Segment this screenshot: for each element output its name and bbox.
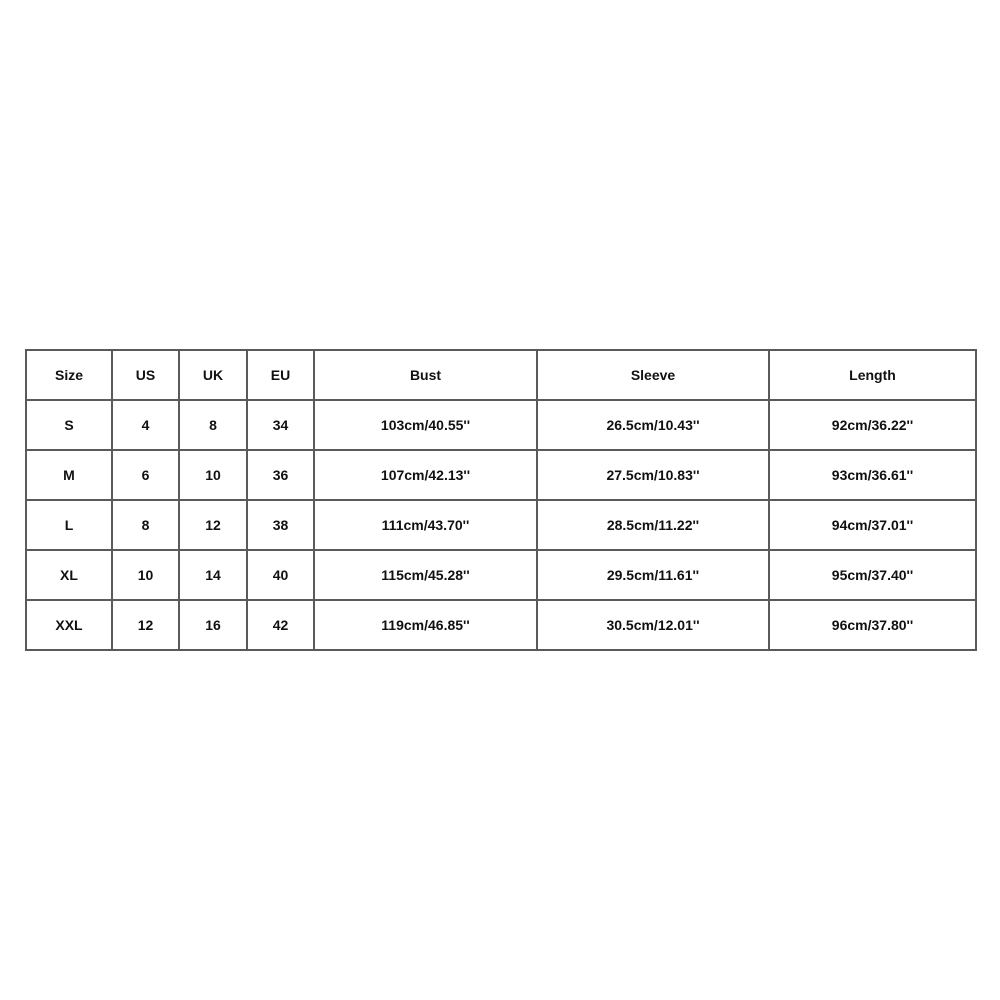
header-bust: Bust <box>314 350 537 400</box>
cell-length: 95cm/37.40'' <box>769 550 976 600</box>
header-sleeve: Sleeve <box>537 350 769 400</box>
table-row <box>26 400 976 450</box>
cell-eu: 34 <box>247 400 314 450</box>
header-row <box>26 350 976 400</box>
cell-sleeve: 27.5cm/10.83'' <box>537 450 769 500</box>
cell-uk: 8 <box>179 400 247 450</box>
cell-bust: 119cm/46.85'' <box>314 600 537 650</box>
cell-sleeve: 26.5cm/10.43'' <box>537 400 769 450</box>
size-chart-table <box>25 349 977 651</box>
cell-sleeve: 30.5cm/12.01'' <box>537 600 769 650</box>
header-size: Size <box>26 350 112 400</box>
cell-sleeve: 29.5cm/11.61'' <box>537 550 769 600</box>
table-row <box>26 600 976 650</box>
cell-uk: 12 <box>179 500 247 550</box>
cell-us: 8 <box>112 500 179 550</box>
cell-size: S <box>26 400 112 450</box>
header-length: Length <box>769 350 976 400</box>
cell-uk: 16 <box>179 600 247 650</box>
cell-bust: 111cm/43.70'' <box>314 500 537 550</box>
cell-length: 92cm/36.22'' <box>769 400 976 450</box>
header-uk: UK <box>179 350 247 400</box>
cell-eu: 36 <box>247 450 314 500</box>
cell-length: 94cm/37.01'' <box>769 500 976 550</box>
cell-size: L <box>26 500 112 550</box>
cell-us: 12 <box>112 600 179 650</box>
cell-size: XL <box>26 550 112 600</box>
cell-eu: 38 <box>247 500 314 550</box>
cell-eu: 40 <box>247 550 314 600</box>
cell-bust: 107cm/42.13'' <box>314 450 537 500</box>
header-eu: EU <box>247 350 314 400</box>
cell-size: M <box>26 450 112 500</box>
cell-length: 93cm/36.61'' <box>769 450 976 500</box>
cell-length: 96cm/37.80'' <box>769 600 976 650</box>
cell-us: 4 <box>112 400 179 450</box>
cell-uk: 14 <box>179 550 247 600</box>
cell-bust: 115cm/45.28'' <box>314 550 537 600</box>
cell-eu: 42 <box>247 600 314 650</box>
cell-size: XXL <box>26 600 112 650</box>
cell-us: 6 <box>112 450 179 500</box>
table-row <box>26 450 976 500</box>
cell-uk: 10 <box>179 450 247 500</box>
cell-sleeve: 28.5cm/11.22'' <box>537 500 769 550</box>
table-row <box>26 500 976 550</box>
table-row <box>26 550 976 600</box>
cell-us: 10 <box>112 550 179 600</box>
cell-bust: 103cm/40.55'' <box>314 400 537 450</box>
header-us: US <box>112 350 179 400</box>
